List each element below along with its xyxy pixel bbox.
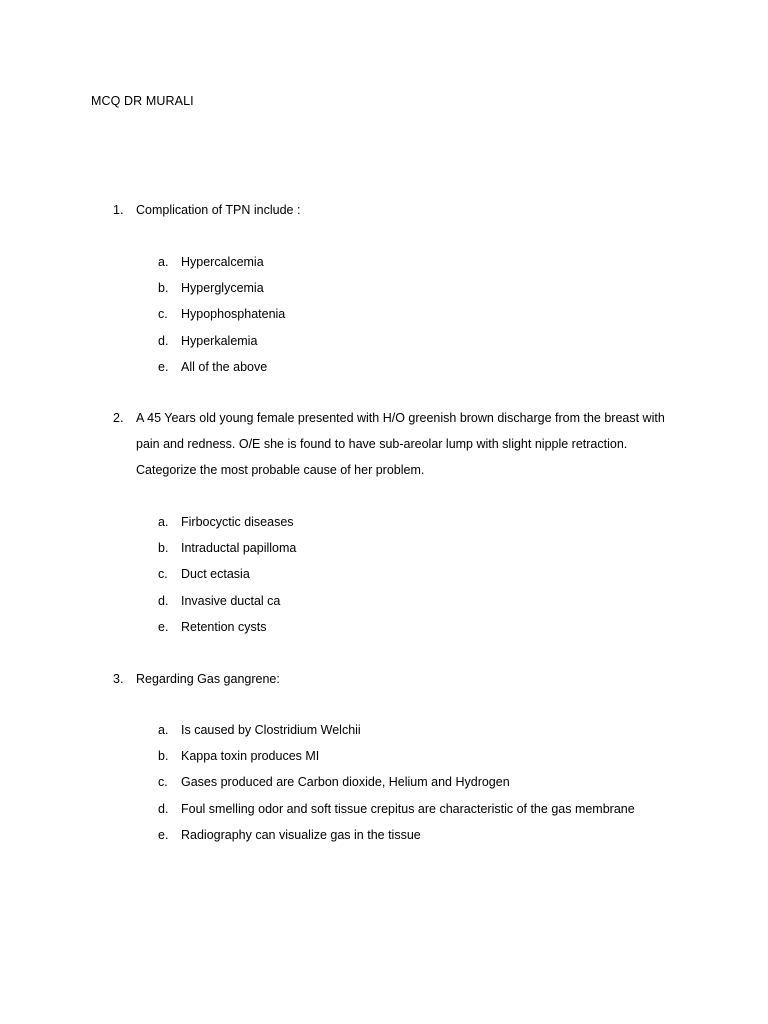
question-1 bbox=[113, 197, 713, 223]
option-text: Invasive ductal ca bbox=[181, 593, 281, 608]
option-item bbox=[158, 301, 285, 327]
option-letter: a. bbox=[158, 255, 169, 269]
question-stem bbox=[113, 666, 713, 692]
option-item bbox=[158, 275, 285, 301]
option-item bbox=[158, 717, 635, 743]
question-line: pain and redness. O/E she is found to have sub-areolar lump with slight nipple retraction. bbox=[136, 437, 628, 451]
option-item bbox=[158, 743, 635, 769]
option-letter: b. bbox=[158, 541, 169, 556]
option-text: Hypophosphatenia bbox=[181, 307, 286, 322]
option-text: Gases produced are Carbon dioxide, Helium and Hydrogen bbox=[181, 775, 510, 790]
option-letter: e. bbox=[158, 827, 169, 842]
option-text: Hypercalcemia bbox=[181, 255, 264, 269]
question-text bbox=[136, 666, 713, 692]
question-2 bbox=[113, 405, 713, 483]
question-number: 2. bbox=[113, 411, 124, 425]
options-list-2 bbox=[158, 509, 296, 640]
option-text: All of the above bbox=[181, 359, 268, 374]
option-item bbox=[158, 328, 285, 354]
document-title: MCQ DR MURALI bbox=[91, 94, 194, 108]
option-letter: b. bbox=[158, 749, 169, 764]
option-text: Foul smelling odor and soft tissue crepitus are characteristic of the gas membrane bbox=[181, 801, 635, 816]
option-text: Retention cysts bbox=[181, 619, 267, 634]
option-letter: a. bbox=[158, 723, 169, 737]
option-text: Hyperkalemia bbox=[181, 333, 258, 348]
question-line: Complication of TPN include : bbox=[136, 203, 301, 217]
question-number: 3. bbox=[113, 672, 124, 686]
option-item bbox=[158, 796, 635, 822]
option-letter: d. bbox=[158, 593, 169, 608]
option-letter: a. bbox=[158, 515, 169, 529]
option-item bbox=[158, 822, 635, 848]
option-text: Is caused by Clostridium Welchii bbox=[181, 723, 361, 737]
question-stem bbox=[113, 197, 713, 223]
option-item bbox=[158, 561, 296, 587]
option-item bbox=[158, 769, 635, 795]
option-item bbox=[158, 588, 296, 614]
question-text bbox=[136, 197, 713, 223]
option-letter: b. bbox=[158, 281, 169, 296]
option-item bbox=[158, 614, 296, 640]
option-letter: d. bbox=[158, 333, 169, 348]
option-text: Duct ectasia bbox=[181, 567, 250, 582]
question-text bbox=[136, 405, 713, 483]
option-letter: e. bbox=[158, 619, 169, 634]
option-text: Kappa toxin produces MI bbox=[181, 749, 320, 764]
question-3 bbox=[113, 666, 713, 692]
question-number: 1. bbox=[113, 203, 124, 217]
question-line: Categorize the most probable cause of her problem. bbox=[136, 463, 425, 477]
option-text: Radiography can visualize gas in the tissue bbox=[181, 827, 421, 842]
options-list-1 bbox=[158, 249, 285, 380]
option-text: Hyperglycemia bbox=[181, 281, 264, 296]
option-item bbox=[158, 535, 296, 561]
option-letter: c. bbox=[158, 775, 168, 790]
option-letter: e. bbox=[158, 359, 169, 374]
option-letter: c. bbox=[158, 307, 168, 322]
options-list-3 bbox=[158, 717, 635, 848]
question-stem bbox=[113, 405, 713, 483]
option-text: Firbocyctic diseases bbox=[181, 515, 294, 529]
question-line: A 45 Years old young female presented with H/O greenish brown discharge from the breast with bbox=[136, 411, 665, 425]
option-text: Intraductal papilloma bbox=[181, 541, 297, 556]
option-item bbox=[158, 354, 285, 380]
option-item bbox=[158, 509, 296, 535]
option-item bbox=[158, 249, 285, 275]
question-line: Regarding Gas gangrene: bbox=[136, 672, 280, 686]
option-letter: c. bbox=[158, 567, 168, 582]
option-letter: d. bbox=[158, 801, 169, 816]
